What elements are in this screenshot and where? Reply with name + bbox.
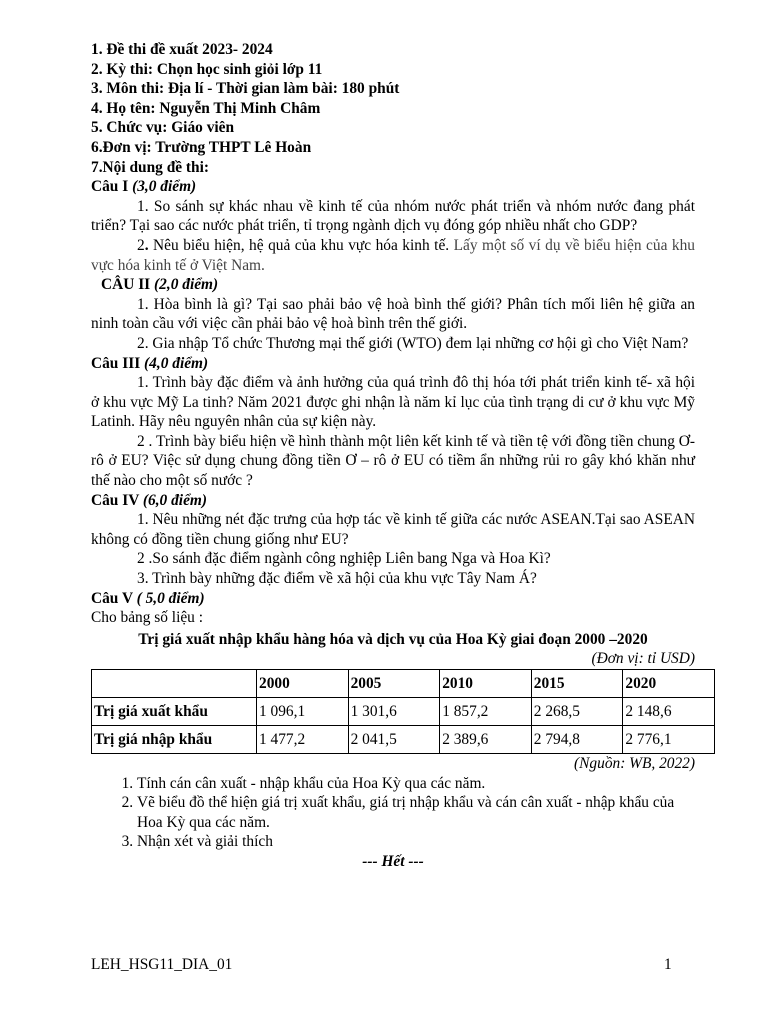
- import-value-cell: 1 477,2: [257, 726, 349, 754]
- export-value-cell: 2 148,6: [623, 698, 715, 726]
- document-body: [91, 40, 695, 872]
- list-item: 1. Tính cán cân xuất - nhập khẩu của Hoa Kỳ qua các năm.: [137, 774, 695, 794]
- import-value-cell: 2 041,5: [348, 726, 440, 754]
- year-cell: 2010: [440, 670, 532, 698]
- question-1-label: Câu I: [91, 178, 133, 196]
- year-cell: 2015: [531, 670, 623, 698]
- import-value-cell: 2 794,8: [531, 726, 623, 754]
- import-value-cell: 2 776,1: [623, 726, 715, 754]
- trade-data-table: [91, 669, 715, 754]
- table-row: [92, 698, 715, 726]
- year-cell: 2005: [348, 670, 440, 698]
- question-1-part-2: [91, 236, 695, 275]
- question-4-heading: [91, 491, 695, 511]
- task-list: [91, 774, 695, 852]
- page-number: 1: [664, 956, 672, 973]
- question-3-part-2: 2 . Trình bày biểu hiện về hình thành một liên kết kinh tế và tiền tệ với đồng tiền chung Ơ-rô ở EU? Việc sử dụng chung đồng tiền Ơ – rô ở EU có tiềm ẩn những rủi ro gây khó khăn như thế nào cho một số nước ?: [91, 432, 695, 490]
- question-5-label: Câu V: [91, 589, 137, 607]
- export-value-cell: 1 096,1: [257, 698, 349, 726]
- list-item: 3. Nhận xét và giải thích: [137, 832, 695, 852]
- question-2-heading: [91, 275, 695, 295]
- question-2-part-2: 2. Gia nhập Tổ chức Thương mại thế giới (WTO) đem lại những cơ hội gì cho Việt Nam?: [137, 334, 689, 352]
- question-4-part-2: 2 .So sánh đặc điểm ngành công nghiệp Liên bang Nga và Hoa Kì?: [137, 550, 551, 568]
- import-row-label: Trị giá nhập khẩu: [92, 726, 257, 754]
- footer-code: LEH_HSG11_DIA_01: [91, 956, 233, 973]
- end-marker: --- Hết ---: [362, 852, 424, 870]
- question-3-part-1: 1. Trình bày đặc điểm và ảnh hưởng của quá trình đô thị hóa tới phát triển kinh tế- xã hội ở khu vực Mỹ La tinh? Năm 2021 được ghi nhận là năm kỉ lục của tình trạng di cư ở khu vực Mỹ Latinh. Hãy nêu nguyên nhân của sự kiện này.: [91, 374, 695, 431]
- content-heading: 7.Nội dung đề thi:: [91, 158, 210, 176]
- import-value-cell: 2 389,6: [440, 726, 532, 754]
- question-2-points: (2,0 điểm): [154, 276, 219, 294]
- question-5-heading: [91, 589, 695, 609]
- year-cell: 2020: [623, 670, 715, 698]
- author-name-line: 4. Họ tên: Nguyễn Thị Minh Châm: [91, 99, 321, 117]
- question-1-part-1: 1. So sánh sự khác nhau về kinh tế của nhóm nước phát triển và nhóm nước đang phát triển? Tại sao các nước phát triển, tỉ trọng ngành dịch vụ đóng góp nhiều nhất cho GDP?: [91, 197, 695, 235]
- question-2-part-1: 1. Hòa bình là gì? Tại sao phải bảo vệ hoà bình thế giới? Phân tích mối liên hệ giữa an ninh toàn cầu với việc cần phải bảo vệ hoà bình trên thế giới.: [91, 295, 695, 333]
- question-3-heading: [91, 354, 695, 374]
- subject-line: 3. Môn thi: Địa lí - Thời gian làm bài: 180 phút: [91, 80, 400, 98]
- exam-type-line: 2. Kỳ thi: Chọn học sinh giỏi lớp 11: [91, 60, 323, 78]
- table-row: [92, 726, 715, 754]
- question-5-intro: Cho bảng số liệu :: [91, 609, 204, 627]
- question-4-points: (6,0 điểm): [142, 491, 208, 509]
- table-source: (Nguồn: WB, 2022): [574, 755, 695, 772]
- school-line: 6.Đơn vị: Trường THPT Lê Hoàn: [91, 138, 312, 156]
- export-value-cell: 2 268,5: [531, 698, 623, 726]
- question-3-label: Câu III: [91, 354, 145, 372]
- question-5-points: ( 5,0 điểm): [136, 589, 205, 607]
- question-1-part-2-text: Nêu biểu hiện, hệ quả của khu vực hóa kinh tế.: [148, 236, 454, 254]
- question-1-points: (3,0 điểm): [132, 178, 197, 196]
- question-1-part-2-dot: .: [144, 236, 149, 254]
- question-4-part-3: 3. Trình bày những đặc điểm về xã hội của khu vực Tây Nam Á?: [137, 570, 537, 588]
- question-2-label: CÂU II: [101, 276, 155, 294]
- position-line: 5. Chức vụ: Giáo viên: [91, 119, 235, 137]
- list-item: 2. Vẽ biểu đồ thể hiện giá trị xuất khẩu, giá trị nhập khẩu và cán cân xuất - nhập khẩu của Hoa Kỳ qua các năm.: [137, 793, 695, 832]
- question-1-heading: [91, 177, 695, 197]
- question-4-label: Câu IV: [91, 491, 143, 509]
- table-corner-cell: [92, 670, 257, 698]
- export-row-label: Trị giá xuất khẩu: [92, 698, 257, 726]
- export-value-cell: 1 857,2: [440, 698, 532, 726]
- question-4-part-1: 1. Nêu những nét đặc trưng của hợp tác về kinh tế giữa các nước ASEAN.Tại sao ASEAN không có đồng tiền chung giống như EU?: [91, 511, 695, 548]
- export-value-cell: 1 301,6: [348, 698, 440, 726]
- question-1-part-2-number: 2: [137, 236, 145, 254]
- question-1-part-2-example: Lấy một số ví dụ về biểu hiện của khu vực hóa kinh tế ở Việt Nam.: [91, 236, 695, 274]
- table-title: Trị giá xuất nhập khẩu hàng hóa và dịch vụ của Hoa Kỳ giai đoạn 2000 –2020: [138, 630, 648, 648]
- question-3-points: (4,0 điểm): [144, 354, 209, 372]
- year-cell: 2000: [257, 670, 349, 698]
- table-header-row: [92, 670, 715, 698]
- exam-info-line: 1. Đề thi đề xuất 2023- 2024: [91, 41, 273, 58]
- table-unit: (Đơn vị: tỉ USD): [591, 650, 695, 668]
